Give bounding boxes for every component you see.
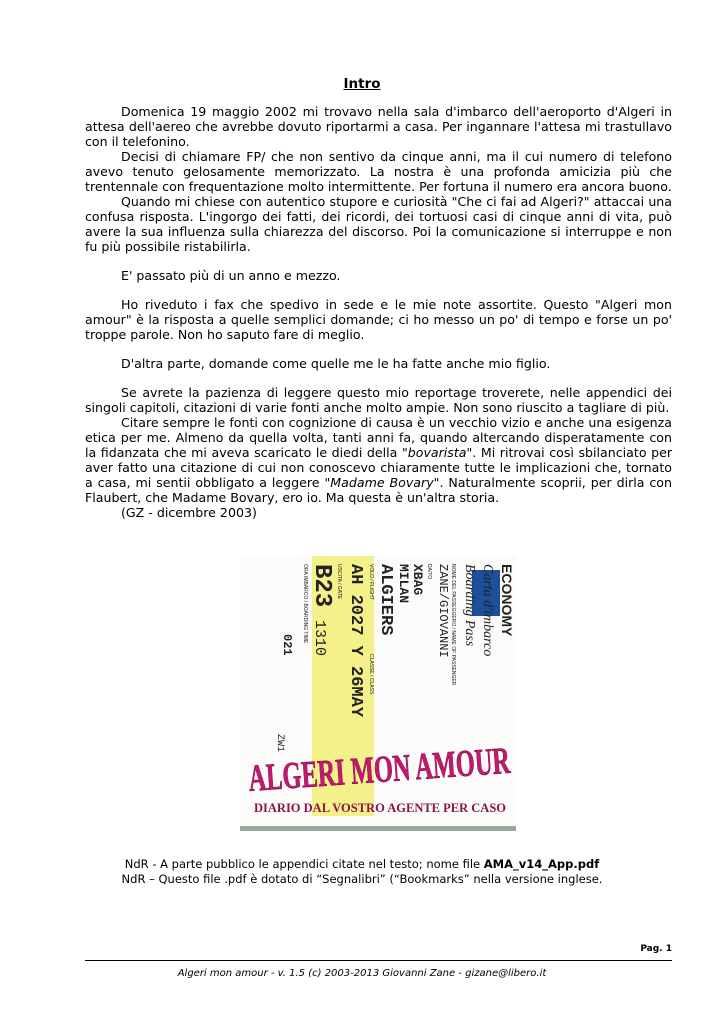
editor-notes — [0, 857, 724, 887]
paragraph: Ho riveduto i fax che spedivo in sede e le mie note assortite. Questo "Algeri mon amour" è la risposta a quelle semplici domande; ci ho messo un po' di tempo e forse un po' troppe parole. Non ho saputo fare di meglio. — [85, 297, 672, 342]
ticket-via-label: DA/TO — [426, 564, 432, 580]
ticket-name-label: NOME DEL PASSEGGERO / NAME OF PASSENGER — [450, 564, 456, 686]
ticket-flight: AH 2027 Y 26MAY — [346, 564, 365, 718]
note-line-2: NdR – Questo file .pdf è dotato di “Segnalibri” (“Bookmarks” nella versione inglese. — [121, 872, 603, 886]
book-subtitle: DIARIO DAL VOSTRO AGENTE PER CASO — [254, 800, 506, 815]
ticket-flight-label: VOLO / FLIGHT — [368, 564, 374, 600]
ticket-carta: Carta d'imbarco — [480, 564, 495, 657]
book-title: ALGERI MON — [247, 740, 502, 801]
body-text — [85, 104, 672, 520]
paragraph: Domenica 19 maggio 2002 mi trovavo nella sala d'imbarco dell'aeroporto d'Algeri in attesa dell'aereo che avrebbe dovuto riportarmi a casa. Per ingannare l'attesa mi trastullavo con il telefonino. — [85, 104, 672, 149]
ticket-time: 1310 — [311, 620, 328, 657]
ticket-time-label: ORA IMBARCO / BOARDING TIME — [302, 564, 308, 644]
ticket-gate-label: USCITA / GATE — [336, 564, 342, 600]
ticket-class-label: CLASSE / CLASS — [368, 654, 374, 695]
paragraph: D'altra parte, domande come quelle me le ha fatte anche mio figlio. — [121, 356, 551, 371]
page-number: Pag. 1 — [640, 944, 672, 954]
paragraph: Quando mi chiese con autentico stupore e curiosità "Che ci fai ad Algeri?" attaccai una confusa risposta. L'ingorgo dei fatti, dei ricordi, dei tortuosi casi di cinque anni di vita, può avere la sua influenza sulla chiarezza del discorso. Poi la comunicazione si interruppe e non fu più possibile ristabilirla. — [85, 194, 672, 254]
ticket-economy: ECONOMY — [499, 564, 515, 637]
note-filename: AMA_v14_App.pdf — [483, 857, 600, 871]
page-title: Intro — [343, 76, 381, 92]
signature-date: (GZ - dicembre 2003) — [121, 505, 257, 520]
footer-text: Algeri mon amour - v. 1.5 (c) 2003-2013 Giovanni Zane - gizane@libero.it — [177, 968, 547, 979]
ticket-name: ZANE/GIOVANNI — [436, 564, 450, 658]
ticket-zone: ZW1 — [274, 734, 285, 753]
ticket-code: XBAG — [410, 564, 425, 596]
footer-divider — [85, 960, 672, 961]
ticket-via: MILAN — [396, 564, 411, 604]
ticket-boarding: Boarding Pass — [462, 564, 477, 647]
paragraph: Decisi di chiamare FP/ che non sentivo da cinque anni, ma il cui numero di telefono avevo tenuto gelosamente memorizzato. La nostra è una profonda amicizia più che trentennale con frequentazione molto intermittente. Per fortuna il numero era ancora buono. — [85, 149, 672, 194]
italic-madame-bovary: Madame Bovary — [330, 475, 434, 490]
note-line-1: NdR - A parte pubblico le appendici citate nel testo; nome file AMA_v14_App.pdf — [124, 857, 600, 871]
ticket-destination: ALGIERS — [376, 564, 395, 636]
boarding-pass-cover-image — [240, 556, 516, 831]
italic-bovarista: bovarista — [407, 445, 467, 460]
paragraph: Citare sempre le fonti con cognizione di causa è un vecchio vizio e anche una esigenza etica per me. Almeno da quella volta, tanti anni fa, quando altercando disperatamente con la fidanzata che mi aveva scaricato le diedi della "bovarista". Mi ritrovai così sbilanciato per aver fatto una citazione di cui non conoscevo chiaramente tutte le implicazioni che, tornato a casa, mi sentii obbligato a leggere "Madame Bovary". Naturalmente scoprii, per dirla con Flaubert, che Madame Bovary, ero io. Ma questa è un'altra storia. — [85, 415, 672, 505]
ticket-seat: 021 — [280, 634, 294, 656]
paragraph: Se avrete la pazienza di leggere questo mio reportage troverete, nelle appendici dei singoli capitoli, citazioni di varie fonti anche molto ampie. Non sono riuscito a tagliare di più. — [85, 385, 672, 415]
ticket-gate: B23 — [308, 564, 335, 608]
paragraph: E' passato più di un anno e mezzo. — [121, 268, 341, 283]
